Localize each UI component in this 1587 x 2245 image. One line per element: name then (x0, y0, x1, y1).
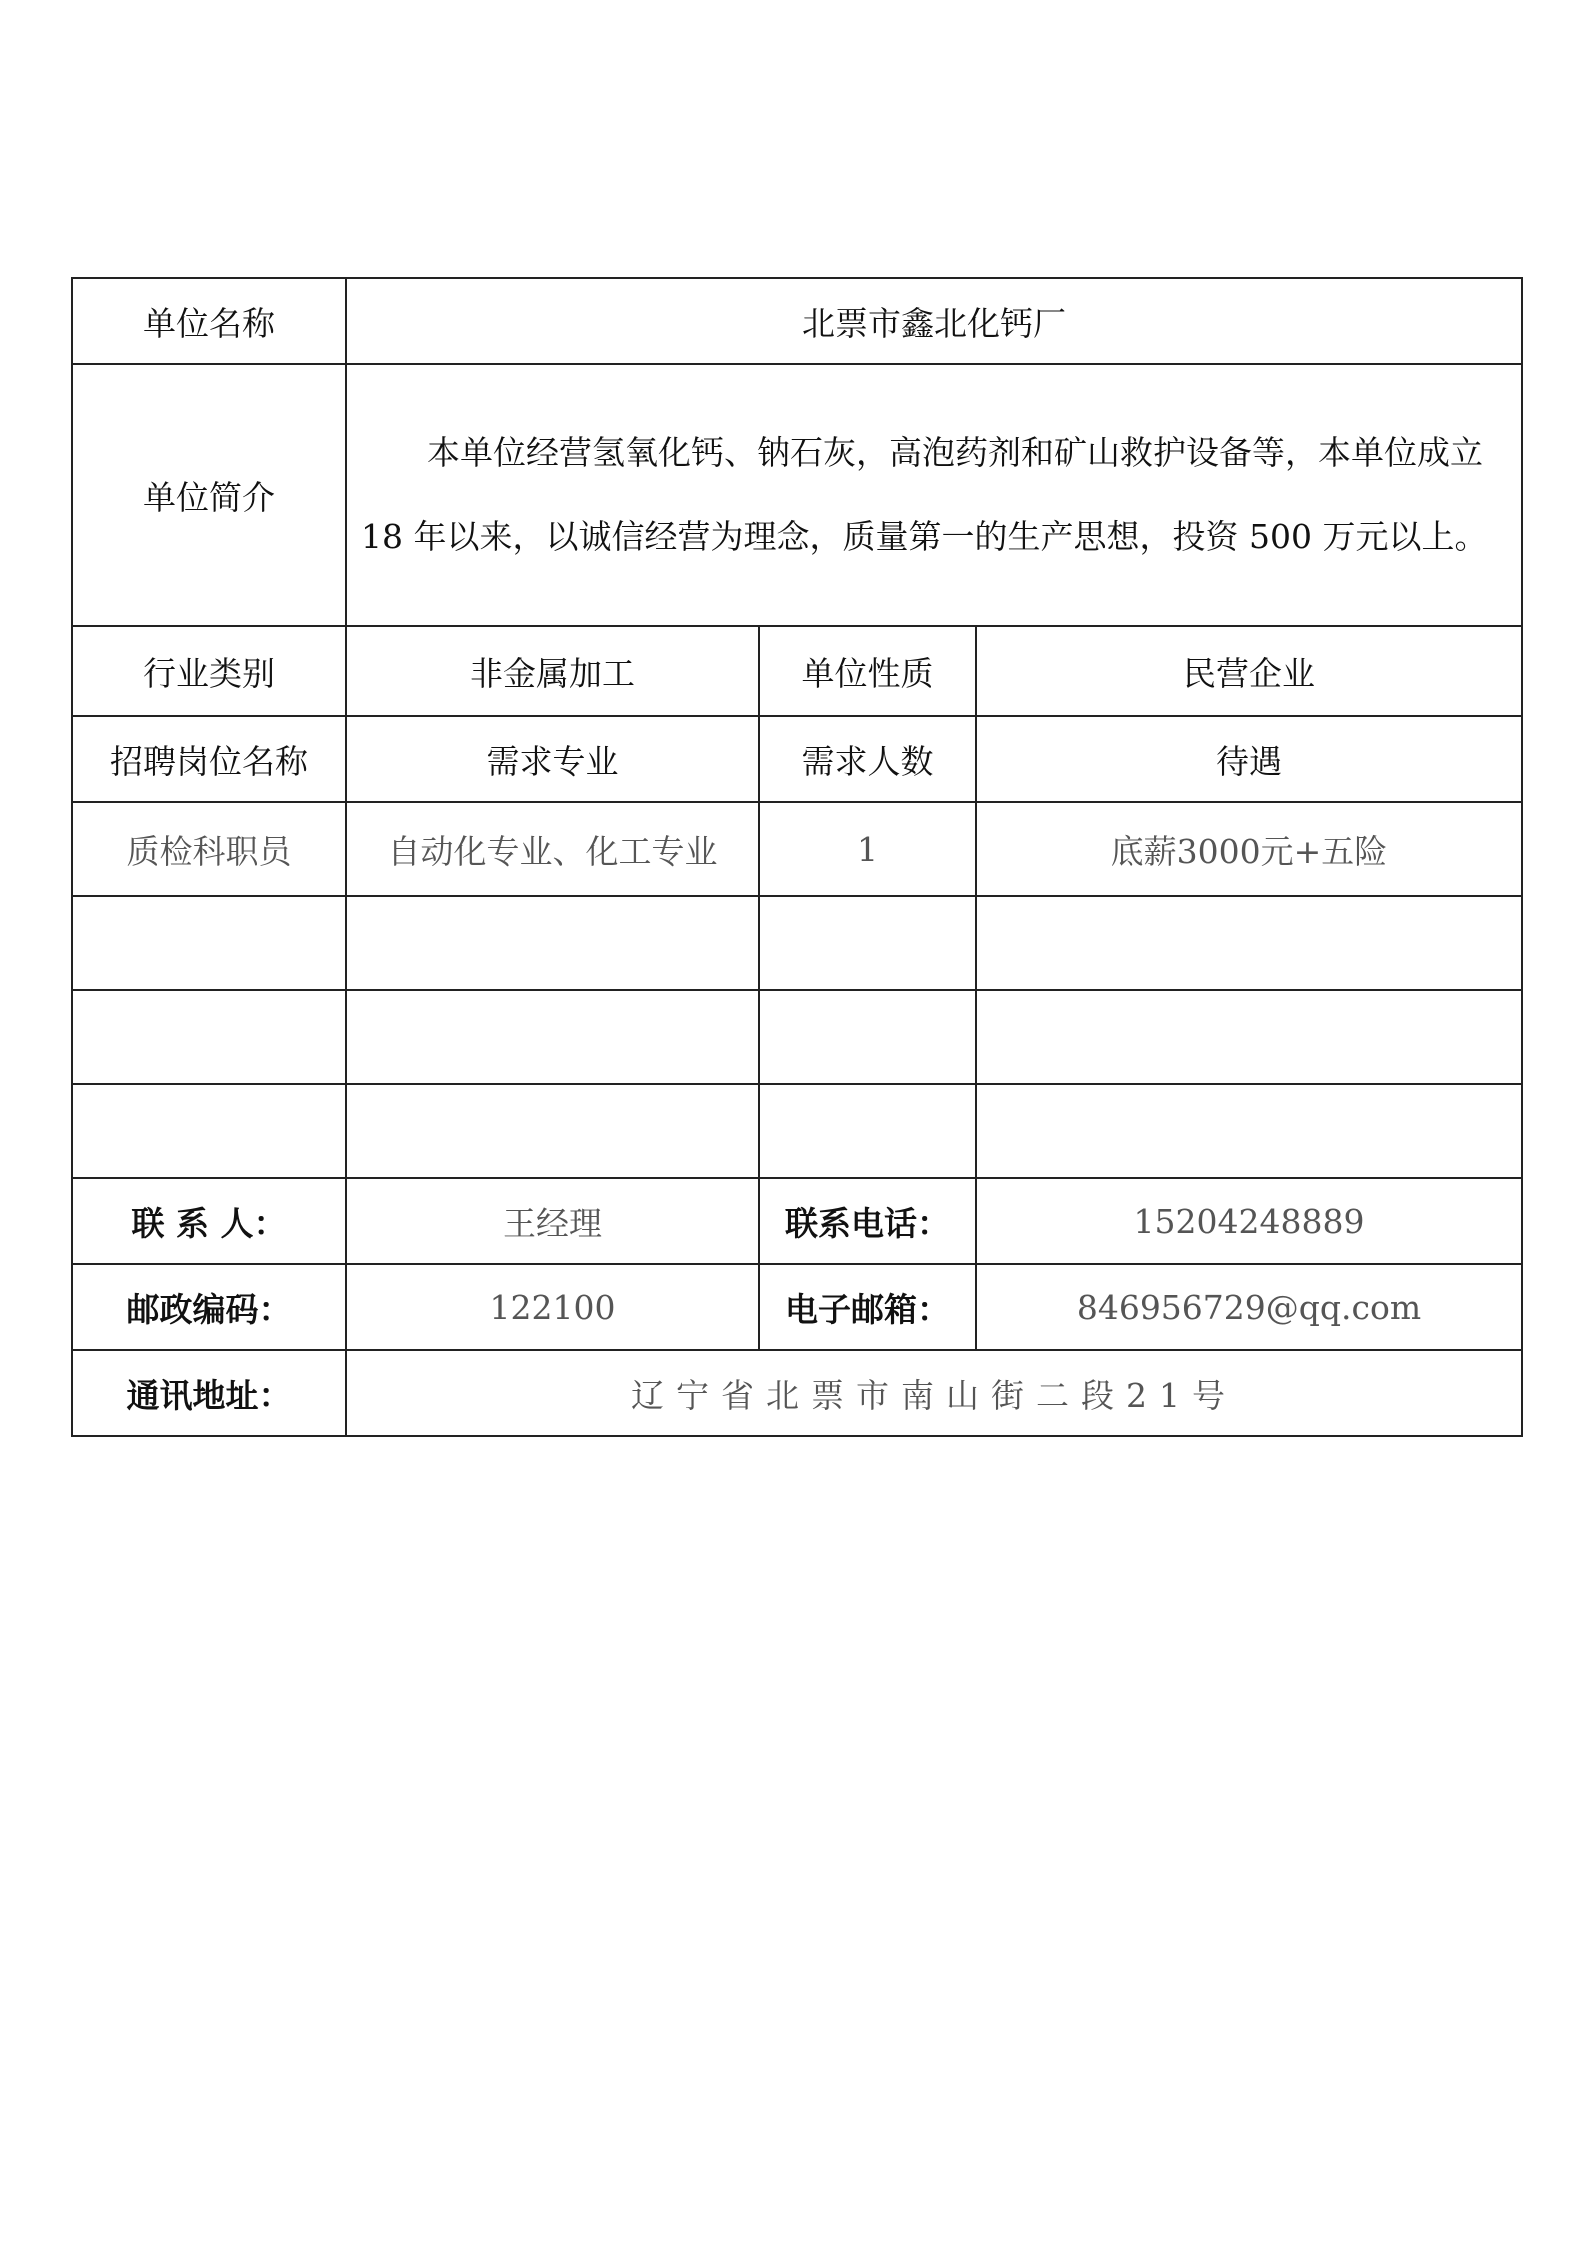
empty-cell (759, 1084, 976, 1178)
contact-person-label: 联 系 人： (72, 1178, 346, 1264)
empty-cell (976, 1084, 1522, 1178)
industry-label: 行业类别 (72, 626, 346, 716)
industry-row (72, 626, 1522, 716)
postcode-label: 邮政编码： (72, 1264, 346, 1350)
postcode-value: 122100 (346, 1264, 759, 1350)
contact-person-value: 王经理 (346, 1178, 759, 1264)
empty-cell (976, 896, 1522, 990)
job-count: 1 (759, 802, 976, 896)
unit-name-row (72, 278, 1522, 364)
unit-intro-label: 单位简介 (72, 364, 346, 626)
empty-cell (72, 990, 346, 1084)
industry-value: 非金属加工 (346, 626, 759, 716)
contact-phone-label: 联系电话： (759, 1178, 976, 1264)
empty-cell (72, 1084, 346, 1178)
empty-cell (759, 896, 976, 990)
nature-value: 民营企业 (976, 626, 1522, 716)
empty-cell (72, 896, 346, 990)
recruitment-info-table (71, 277, 1523, 1437)
unit-name-value: 北票市鑫北化钙厂 (346, 278, 1522, 364)
empty-row (72, 896, 1522, 990)
unit-name-label: 单位名称 (72, 278, 346, 364)
table-row (72, 802, 1522, 896)
address-row (72, 1350, 1522, 1436)
empty-row (72, 990, 1522, 1084)
email-value: 846956729@qq.com (976, 1264, 1522, 1350)
job-salary: 底薪3000元+五险 (976, 802, 1522, 896)
unit-intro-text: 本单位经营氢氧化钙、钠石灰，高泡药剂和矿山救护设备等，本单位成立 18 年以来，以诚信经营为理念，质量第一的生产思想，投资 500 万元以上。 (361, 433, 1488, 556)
empty-cell (346, 1084, 759, 1178)
position-header: 招聘岗位名称 (72, 716, 346, 802)
job-major: 自动化专业、化工专业 (346, 802, 759, 896)
postcode-row (72, 1264, 1522, 1350)
unit-intro-row (72, 364, 1522, 626)
job-position: 质检科职员 (72, 802, 346, 896)
contact-phone-value: 15204248889 (976, 1178, 1522, 1264)
address-value: 辽宁省北票市南山街二段21号 (346, 1350, 1522, 1436)
job-header-row (72, 716, 1522, 802)
empty-cell (759, 990, 976, 1084)
major-header: 需求专业 (346, 716, 759, 802)
empty-cell (976, 990, 1522, 1084)
contact-row (72, 1178, 1522, 1264)
empty-cell (346, 990, 759, 1084)
email-label: 电子邮箱： (759, 1264, 976, 1350)
count-header: 需求人数 (759, 716, 976, 802)
empty-row (72, 1084, 1522, 1178)
empty-cell (346, 896, 759, 990)
nature-label: 单位性质 (759, 626, 976, 716)
address-label: 通讯地址： (72, 1350, 346, 1436)
salary-header: 待遇 (976, 716, 1522, 802)
unit-intro-value (346, 364, 1522, 626)
